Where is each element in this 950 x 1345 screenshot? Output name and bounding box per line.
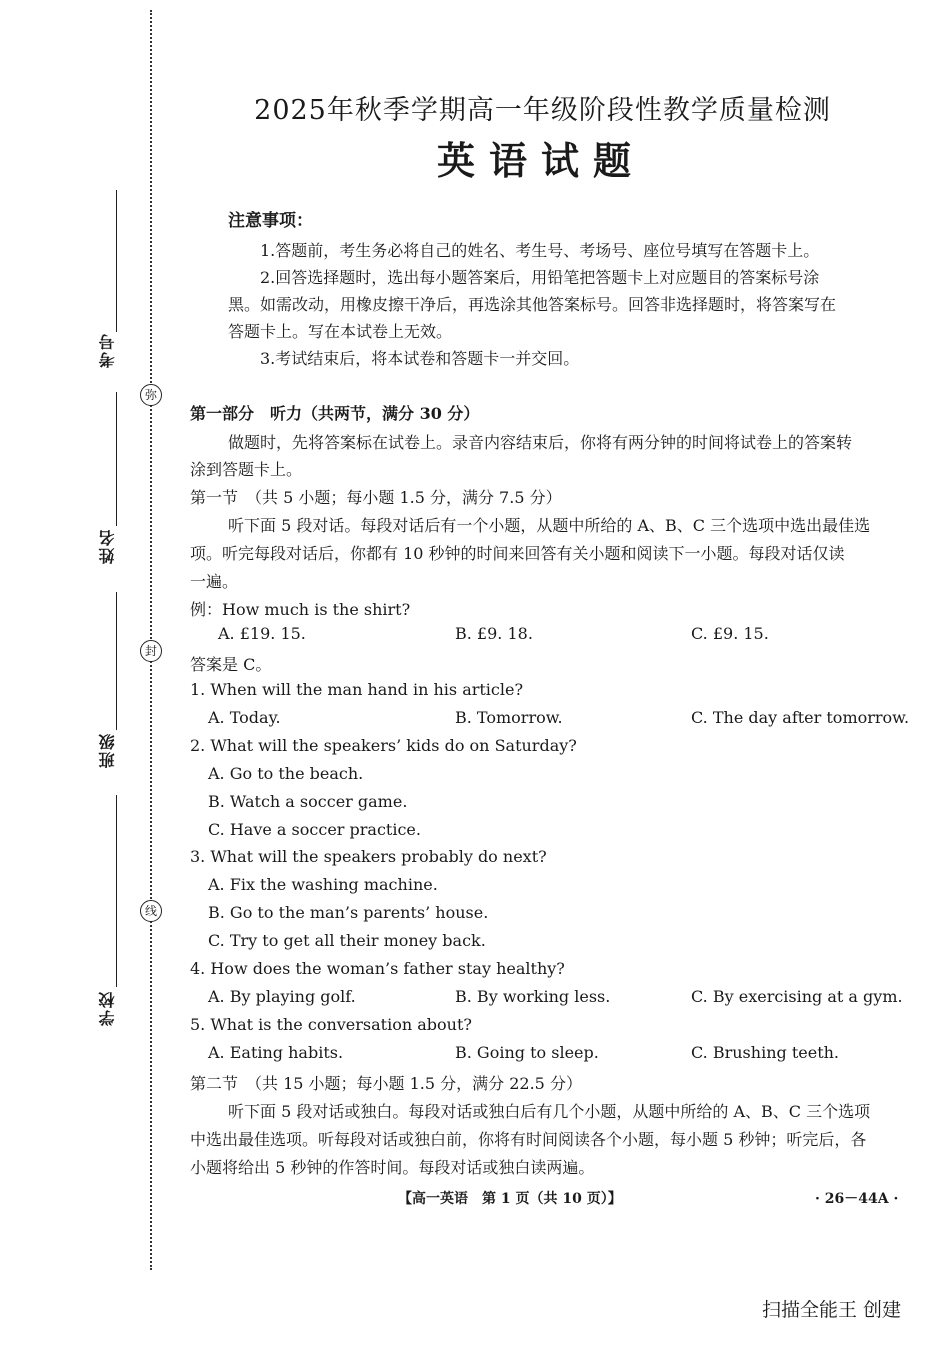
example-option: A. £19. 15. (218, 624, 306, 643)
exam-subject-title: 英语试题 (436, 138, 645, 183)
q1-option-c: C. The day after tomorrow. (691, 708, 910, 727)
q1-option-a: A. Today. (208, 708, 281, 727)
section1-intro-line: 听下面 5 段对话。每段对话后有一个小题，从题中所给的 A、B、C 三个选项中选出最佳选 (228, 516, 871, 535)
q5-option-c: C. Brushing teeth. (691, 1043, 840, 1062)
seal-feng: 封 (140, 640, 162, 662)
notice-line: 2.回答选择题时，选出每小题答案后，用铅笔把答题卡上对应题目的答案标号涂 (260, 268, 820, 287)
q1-option-b: B. Tomorrow. (455, 708, 563, 727)
field-label-exam-number: 考号 (98, 332, 117, 368)
part1-heading: 第一部分 听力（共两节，满分 30 分） (190, 404, 480, 423)
q4-option-a: A. By playing golf. (208, 987, 356, 1006)
q2-option-b: B. Watch a soccer game. (208, 792, 408, 811)
section1-heading: 第一节 （共 5 小题；每小题 1.5 分，满分 7.5 分） (190, 488, 562, 507)
q4-option-c: C. By exercising at a gym. (691, 987, 903, 1006)
q5-option-a: A. Eating habits. (208, 1043, 344, 1062)
section1-intro-line: 一遍。 (190, 572, 239, 591)
field-line-school (116, 795, 117, 987)
seal-mi: 弥 (140, 384, 162, 406)
section2-intro-line: 听下面 5 段对话或独白。每段对话或独白后有几个小题，从题中所给的 A、B、C 三个选项 (228, 1102, 871, 1121)
field-label-class: 班级 (98, 732, 117, 768)
scanner-watermark: 扫描全能王 创建 (762, 1299, 902, 1321)
q3-option-b: B. Go to the man’s parents’ house. (208, 903, 489, 922)
notice-line: 3.考试结束后，将本试卷和答题卡一并交回。 (260, 349, 580, 368)
q5-option-b: B. Going to sleep. (455, 1043, 599, 1062)
section2-intro-line: 小题将给出 5 秒钟的作答时间。每段对话或独白读两遍。 (190, 1158, 595, 1177)
field-line-class (116, 592, 117, 730)
notice-line: 黑。如需改动，用橡皮擦干净后，再选涂其他答案标号。回答非选择题时，将答案写在 (228, 295, 837, 314)
field-label-school: 学校 (98, 990, 117, 1026)
field-label-name: 姓名 (98, 528, 117, 564)
part1-intro-line: 做题时，先将答案标在试卷上。录音内容结束后，你将有两分钟的时间将试卷上的答案转 (228, 433, 853, 452)
page-footer: 【高一英语 第 1 页（共 10 页）】 (398, 1191, 622, 1207)
question-1: 1. When will the man hand in his article? (190, 680, 524, 699)
q2-option-c: C. Have a soccer practice. (208, 820, 421, 839)
question-5: 5. What is the conversation about? (190, 1015, 472, 1034)
section2-intro-line: 中选出最佳选项。听每段对话或独白前，你将有时间阅读各个小题，每小题 5 秒钟；听完后，各 (190, 1130, 867, 1149)
field-line-name (116, 392, 117, 526)
example-option: C. £9. 15. (691, 624, 769, 643)
question-2: 2. What will the speakers’ kids do on Saturday? (190, 736, 577, 755)
part1-intro-line: 涂到答题卡上。 (190, 460, 303, 479)
field-line-exam-number (116, 190, 117, 332)
example-answer: 答案是 C。 (190, 655, 272, 674)
notice-heading: 注意事项： (228, 211, 313, 231)
notice-line: 答题卡上。写在本试卷上无效。 (228, 322, 453, 341)
exam-code: · 26－44A · (815, 1191, 899, 1207)
q3-option-c: C. Try to get all their money back. (208, 931, 486, 950)
q4-option-b: B. By working less. (455, 987, 611, 1006)
q3-option-a: A. Fix the washing machine. (208, 875, 438, 894)
q2-option-a: A. Go to the beach. (208, 764, 364, 783)
question-3: 3. What will the speakers probably do next? (190, 847, 547, 866)
seal-xian: 线 (140, 900, 162, 922)
example-option: B. £9. 18. (455, 624, 533, 643)
question-4: 4. How does the woman’s father stay healthy? (190, 959, 565, 978)
exam-title: 2025年秋季学期高一年级阶段性教学质量检测 (254, 95, 831, 126)
section2-heading: 第二节 （共 15 小题；每小题 1.5 分，满分 22.5 分） (190, 1074, 582, 1093)
section1-intro-line: 项。听完每段对话后，你都有 10 秒钟的时间来回答有关小题和阅读下一小题。每段对话仅读 (190, 544, 845, 563)
example-question: 例：How much is the shirt? (190, 600, 411, 619)
notice-line: 1.答题前，考生务必将自己的姓名、考生号、考场号、座位号填写在答题卡上。 (260, 241, 820, 260)
